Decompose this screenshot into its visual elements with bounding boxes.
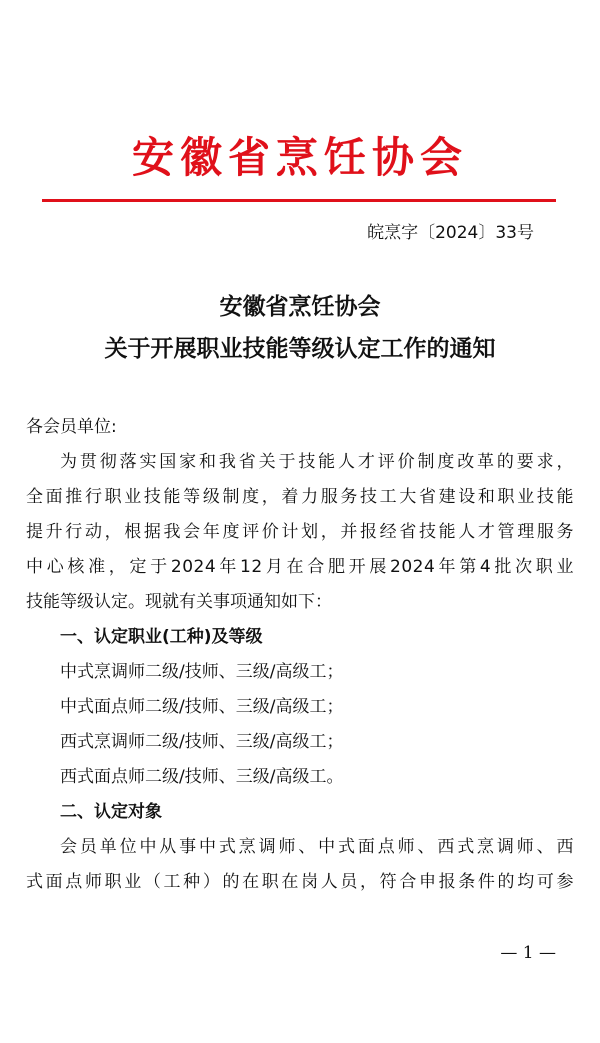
intro-line-2: 全面推行职业技能等级制度，着力服务技工大省建设和职业技能 (26, 487, 574, 507)
intro-line-1: 为贯彻落实国家和我省关于技能人才评价制度改革的要求， (60, 452, 574, 472)
title-line-2: 关于开展职业技能等级认定工作的通知 (104, 335, 496, 362)
section-1-item: 西式烹调师二级/技师、三级/高级工； (60, 732, 344, 752)
salutation: 各会员单位: (26, 417, 117, 437)
document-title (0, 286, 600, 370)
page-number: — 1 — (500, 943, 556, 963)
title-line-1: 安徽省烹饪协会 (219, 293, 381, 320)
section-1-heading: 一、认定职业(工种)及等级 (60, 627, 263, 647)
red-divider-line (42, 199, 556, 202)
document-number: 皖烹字〔2024〕33号 (367, 223, 534, 243)
section-2-heading: 二、认定对象 (60, 802, 162, 822)
document-body (26, 410, 574, 900)
intro-line-4: 中心核准，定于2024年12月在合肥开展2024年第4批次职业 (26, 557, 574, 577)
intro-line-3: 提升行动，根据我会年度评价计划，并报经省技能人才管理服务 (26, 522, 574, 542)
section-1-item: 西式面点师二级/技师、三级/高级工。 (60, 767, 344, 787)
organization-header: 安徽省烹饪协会 (131, 133, 468, 182)
section-2-line-1: 会员单位中从事中式烹调师、中式面点师、西式烹调师、西 (60, 837, 574, 857)
section-1-item: 中式面点师二级/技师、三级/高级工； (60, 697, 344, 717)
section-1-item: 中式烹调师二级/技师、三级/高级工； (60, 662, 344, 682)
intro-line-5: 技能等级认定。现就有关事项通知如下： (26, 592, 332, 612)
section-2-line-2: 式面点师职业（工种）的在职在岗人员，符合申报条件的均可参 (26, 872, 574, 892)
